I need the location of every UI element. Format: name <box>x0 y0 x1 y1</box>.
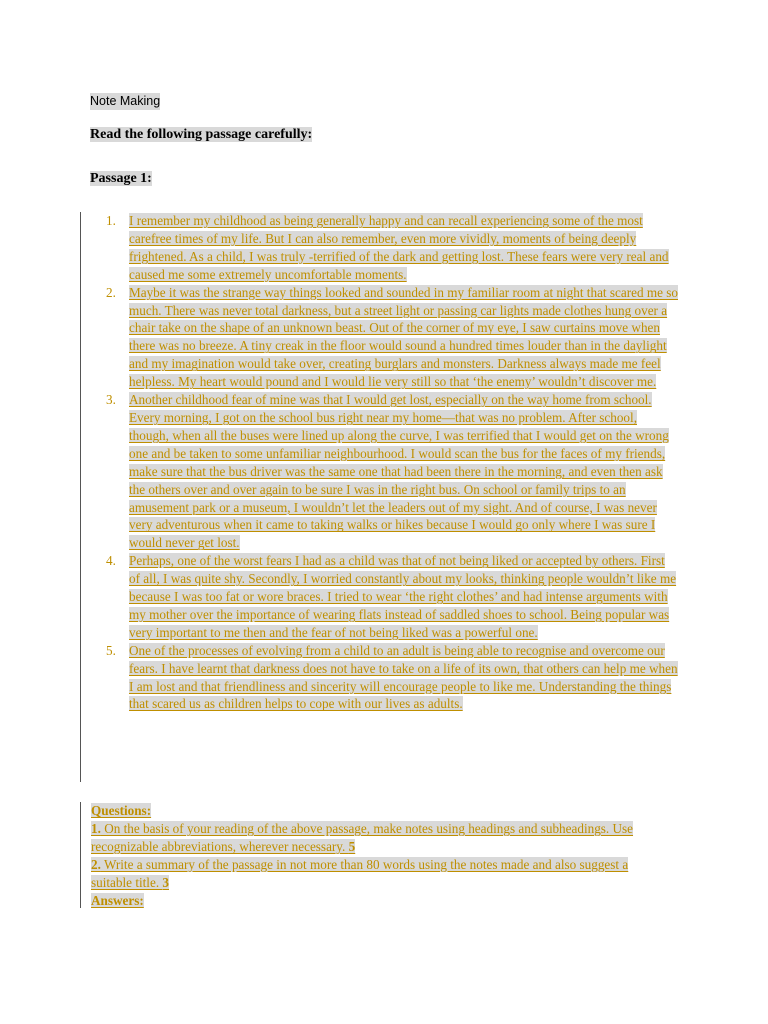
paragraph-number: 4. <box>106 553 116 569</box>
questions-heading: Questions: <box>91 803 152 818</box>
paragraph-text: I remember my childhood as being generally happy and can recall experiencing some of the most carefree times of my life. But I can also remember, even more vividly, moments of being deeply frightened. As a child, I was truly -terrified of the dark and getting lost. These fears were very real and caused me some extremely uncomfortable moments. <box>129 213 669 282</box>
paragraph-text: Perhaps, one of the worst fears I had as a child was that of not being liked or accepted by others. First of all, I was quite shy. Secondly, I worried constantly about my looks, thinking people wouldn’t like me because I was too fat or wore braces. I tried to wear ‘the right clothes’ and had intense arguments with my mother over the importance of wearing flats instead of saddled shoes to school. Being popular was very important to me then and the fear of not being liked was a powerful one. <box>129 553 677 640</box>
question-text: Write a summary of the passage in not more than 80 words using the notes made and also suggest a suitable title. <box>91 856 629 890</box>
question-marks: 5 <box>348 838 356 854</box>
passage-title-text: Passage 1: <box>90 171 152 186</box>
instruction-text: Read the following passage carefully: <box>90 127 313 142</box>
question-number: 2. <box>91 856 101 872</box>
paragraph-number: 5. <box>106 642 116 658</box>
paragraph-text: Another childhood fear of mine was that I would get lost, especially on the way home from school. Every morning, I got on the school bus right near my home—that was no problem. After school, though, when all the buses were lined up along the curve, I was terrified that I would get on the wrong one and be taken to some unfamiliar neighbourhood. I would scan the bus for the faces of my friends, make sure that the bus driver was the same one that had been there in the morning, and even then ask the others over and over again to be sure I was in the right bus. On school or family trips to an amusement park or a museum, I wouldn’t let the leaders out of my sight. And of course, I was never very adventurous when it came to taking walks or hikes because I would go only where I was sure I would never get lost. <box>129 392 669 551</box>
list-item <box>81 212 679 284</box>
paragraph-text: One of the processes of evolving from a child to an adult is being able to recognise and overcome our fears. I have learnt that darkness does not have to take on a life of its own, that others can help me when I am lost and that friendliness and sincerity will encourage people to like me. Understanding the things that scared us as children helps to cope with our lives as adults. <box>129 642 678 712</box>
document-label: Note Making <box>90 94 161 108</box>
question-item <box>91 856 651 892</box>
list-item <box>81 552 679 642</box>
passage-title <box>90 170 152 188</box>
list-item <box>81 642 679 714</box>
question-text: On the basis of your reading of the above passage, make notes using headings and subheadings. Use recognizable abbreviations, wherever necessary. <box>91 820 634 854</box>
paragraph-list <box>81 212 681 713</box>
instruction-heading <box>90 126 312 144</box>
list-item <box>81 391 679 552</box>
paragraph-number: 1. <box>106 213 116 228</box>
answers-label: Answers: <box>91 892 144 908</box>
question-number: 1. <box>91 820 101 836</box>
paragraph-number: 2. <box>106 284 116 300</box>
question-marks: 3 <box>162 874 170 890</box>
questions-section <box>80 802 691 908</box>
passage-body <box>80 212 681 782</box>
paragraph-number: 3. <box>106 392 116 408</box>
question-item <box>91 820 651 856</box>
paragraph-text: Maybe it was the strange way things looked and sounded in my familiar room at night that scared me so much. There was never total darkness, but a street light or passing car lights made clothes hung over a chair take on the shape of an unknown beast. Out of the corner of my eye, I saw curtains move when there was no breeze. A tiny creak in the floor would sound a hundred times louder than in the daylight and my imagination would take over, creating burglars and monsters. Darkness always made me feel helpless. My heart would pound and I would lie very still so that ‘the enemy’ wouldn’t discover me. <box>129 284 678 390</box>
list-item <box>81 284 679 391</box>
